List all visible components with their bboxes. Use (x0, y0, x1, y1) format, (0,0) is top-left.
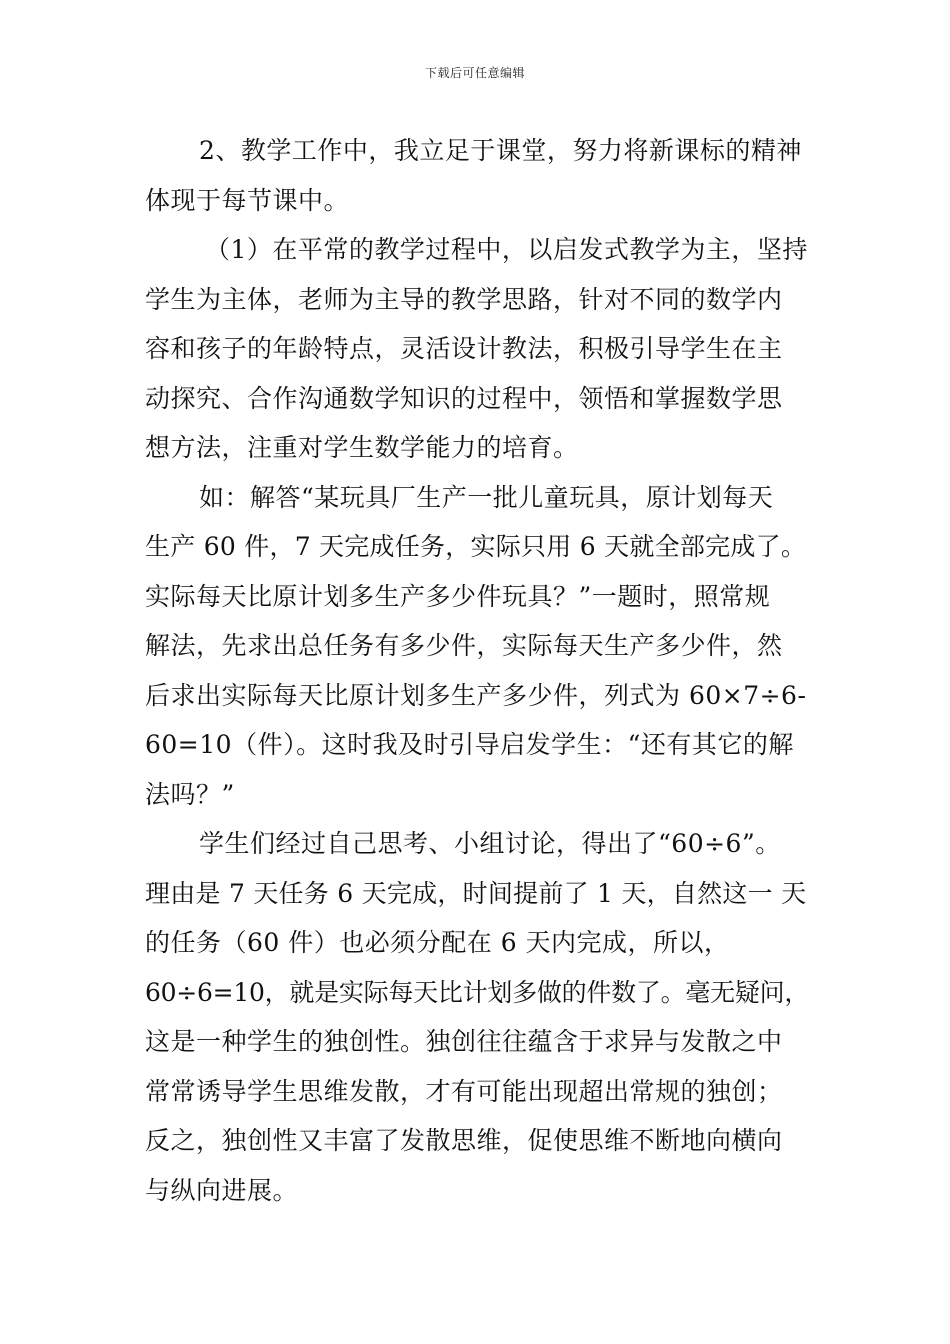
paragraph-3-line-5: 后求出实际每天比原计划多生产多少件，列式为 60×7÷6- (145, 680, 807, 710)
paragraph-3-line-4: 解法，先求出总任务有多少件，实际每天生产多少件，然 (145, 631, 783, 660)
paragraph-3-line-3: 实际每天比原计划多生产多少件玩具？”一题时，照常规 (145, 581, 771, 611)
paragraph-2-line-5: 想方法，注重对学生数学能力的培育。 (145, 433, 579, 462)
paragraph-4-line-4: 60÷6=10，就是实际每天比计划多做的件数了。毫无疑问， (145, 977, 810, 1007)
paragraph-4-line-3: 的任务（60 件）也必须分配在 6 天内完成，所以， (145, 928, 730, 957)
paragraph-4-line-7: 反之，独创性又丰富了发散思维，促使思维不断地向横向 (145, 1126, 783, 1155)
paragraph-4-line-6: 常常诱导学生思维发散，才有可能出现超出常规的独创； (145, 1076, 783, 1106)
document-body (145, 126, 810, 1215)
paragraph-3-line-7: 法吗？” (145, 779, 235, 809)
paragraph-2-line-3: 容和孩子的年龄特点，灵活设计教法，积极引导学生在主 (145, 334, 783, 363)
paragraph-1-line-2: 体现于每节课中。 (145, 185, 350, 215)
paragraph-2-line-4: 动探究、合作沟通数学知识的过程中，领悟和掌握数学思 (145, 383, 783, 413)
paragraph-4-line-8: 与纵向进展。 (145, 1175, 299, 1205)
paragraph-3-line-1: 如：解答“某玩具厂生产一批儿童玩具，原计划每天 (199, 482, 774, 512)
paragraph-4-line-5: 这是一种学生的独创性。独创往往蕴含于求异与发散之中 (145, 1027, 783, 1056)
paragraph-4-line-1: 学生们经过自己思考、小组讨论，得出了“60÷6”。 (199, 829, 781, 858)
page-header: 下载后可任意编辑 (424, 66, 525, 80)
paragraph-2-line-1: （1）在平常的教学过程中，以启发式教学为主，坚持 (205, 235, 808, 264)
paragraph-2-line-2: 学生为主体，老师为主导的教学思路，针对不同的数学内 (145, 284, 783, 314)
paragraph-3-line-6: 60=10（件）。这时我及时引导启发学生：“还有其它的解 (145, 730, 794, 759)
paragraph-1-line-1: 2、教学工作中，我立足于课堂，努力将新课标的精神 (199, 136, 802, 165)
paragraph-3-line-2: 生产 60 件，7 天完成任务，实际只用 6 天就全部完成了。 (145, 532, 807, 561)
paragraph-4-line-2: 理由是 7 天任务 6 天完成，时间提前了 1 天，自然这一 天 (145, 878, 807, 908)
